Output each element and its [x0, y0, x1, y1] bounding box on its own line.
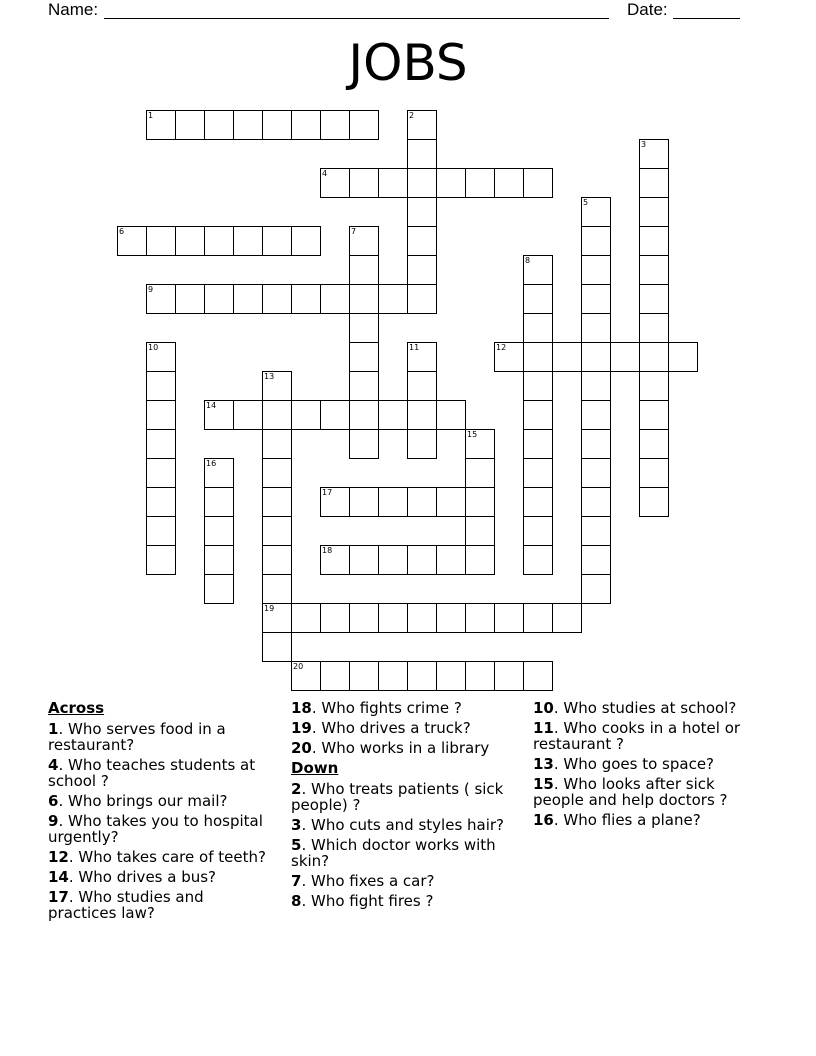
crossword-cell[interactable] — [639, 400, 669, 430]
clue-number-separator: . — [553, 699, 564, 717]
crossword-cell[interactable] — [523, 603, 553, 633]
crossword-cell[interactable] — [407, 139, 437, 169]
crossword-cell[interactable] — [146, 429, 176, 459]
clue-number-separator: . — [68, 848, 79, 866]
crossword-cell[interactable] — [552, 603, 582, 633]
cell-number: 15 — [467, 430, 478, 439]
crossword-cell[interactable] — [407, 284, 437, 314]
crossword-cell[interactable] — [407, 226, 437, 256]
crossword-cell[interactable] — [407, 110, 437, 140]
crossword-cell[interactable] — [320, 661, 350, 691]
crossword-cell[interactable] — [117, 226, 147, 256]
clue-number-separator: . — [553, 775, 564, 793]
crossword-cell[interactable] — [204, 574, 234, 604]
clue-number-separator: . — [553, 755, 564, 773]
clue-text: Who takes you to hospital urgently? — [48, 812, 263, 846]
crossword-cell[interactable] — [262, 545, 292, 575]
clue-item — [48, 869, 273, 885]
crossword-cell[interactable] — [349, 371, 379, 401]
crossword-cell[interactable] — [407, 661, 437, 691]
clue-number: 8 — [291, 892, 302, 910]
crossword-cell[interactable] — [175, 226, 205, 256]
cell-number: 3 — [641, 140, 647, 149]
clue-number-separator: . — [58, 792, 68, 810]
clue-number-separator: . — [301, 892, 311, 910]
crossword-cell[interactable] — [175, 284, 205, 314]
clue-number-separator: . — [301, 836, 311, 854]
clue-number-separator: . — [68, 888, 79, 906]
crossword-cell[interactable] — [378, 661, 408, 691]
cell-number: 14 — [206, 401, 217, 410]
crossword-cell[interactable] — [581, 313, 611, 343]
clue-item — [533, 756, 763, 772]
clue-item — [291, 893, 516, 909]
crossword-cell[interactable] — [378, 603, 408, 633]
crossword-cell[interactable] — [378, 400, 408, 430]
crossword-cell[interactable] — [436, 168, 466, 198]
crossword-cell[interactable] — [436, 545, 466, 575]
cell-number: 10 — [148, 343, 159, 352]
crossword-cell[interactable] — [639, 429, 669, 459]
crossword-cell[interactable] — [639, 168, 669, 198]
crossword-cell[interactable] — [320, 284, 350, 314]
crossword-cell[interactable] — [262, 371, 292, 401]
crossword-cell[interactable] — [349, 603, 379, 633]
clue-text: Who flies a plane? — [563, 811, 701, 829]
crossword-cell[interactable] — [349, 313, 379, 343]
crossword-cell[interactable] — [465, 429, 495, 459]
date-label: Date: — [627, 0, 668, 19]
cell-number: 17 — [322, 488, 333, 497]
clue-text: Which doctor works with skin? — [291, 836, 496, 870]
crossword-cell[interactable] — [639, 342, 669, 372]
crossword-cell[interactable] — [175, 110, 205, 140]
crossword-cell[interactable] — [465, 545, 495, 575]
crossword-cell[interactable] — [581, 226, 611, 256]
crossword-cell[interactable] — [407, 342, 437, 372]
name-label: Name: — [48, 0, 99, 19]
crossword-cell[interactable] — [204, 545, 234, 575]
crossword-cell[interactable] — [581, 342, 611, 372]
clue-number: 13 — [533, 755, 554, 773]
clue-number: 4 — [48, 756, 59, 774]
clue-text: Who works in a library — [321, 739, 490, 757]
crossword-cell[interactable] — [262, 458, 292, 488]
clue-number: 20 — [291, 739, 312, 757]
crossword-cell[interactable] — [146, 545, 176, 575]
crossword-cell[interactable] — [523, 371, 553, 401]
crossword-cell[interactable] — [233, 400, 263, 430]
clue-item — [48, 849, 273, 865]
crossword-cell[interactable] — [581, 487, 611, 517]
clue-number-separator: . — [301, 816, 311, 834]
clue-item — [48, 889, 273, 921]
clue-number-separator: . — [553, 719, 564, 737]
crossword-cell[interactable] — [349, 168, 379, 198]
cell-number: 5 — [583, 198, 589, 207]
crossword-cell[interactable] — [378, 168, 408, 198]
crossword-cell[interactable] — [262, 226, 292, 256]
crossword-cell[interactable] — [465, 168, 495, 198]
crossword-cell[interactable] — [291, 284, 321, 314]
crossword-cell[interactable] — [262, 284, 292, 314]
crossword-cell[interactable] — [407, 429, 437, 459]
crossword-cell[interactable] — [407, 400, 437, 430]
clue-number-separator: . — [58, 720, 68, 738]
crossword-cell[interactable] — [146, 400, 176, 430]
crossword-cell[interactable] — [639, 487, 669, 517]
crossword-cell[interactable] — [146, 487, 176, 517]
clue-item — [291, 781, 516, 813]
crossword-cell[interactable] — [494, 342, 524, 372]
crossword-cell[interactable] — [494, 661, 524, 691]
clue-number-separator: . — [301, 872, 311, 890]
crossword-cell[interactable] — [146, 458, 176, 488]
crossword-cell[interactable] — [581, 516, 611, 546]
crossword-cell[interactable] — [320, 545, 350, 575]
crossword-cell[interactable] — [233, 110, 263, 140]
crossword-cell[interactable] — [523, 400, 553, 430]
clue-number: 5 — [291, 836, 302, 854]
crossword-cell[interactable] — [407, 603, 437, 633]
crossword-cell[interactable] — [523, 255, 553, 285]
crossword-cell[interactable] — [610, 342, 640, 372]
crossword-cell[interactable] — [581, 545, 611, 575]
crossword-cell[interactable] — [407, 197, 437, 227]
crossword-cell[interactable] — [349, 400, 379, 430]
crossword-cell[interactable] — [349, 284, 379, 314]
clue-item — [533, 720, 763, 752]
crossword-cell[interactable] — [436, 400, 466, 430]
crossword-cell[interactable] — [204, 487, 234, 517]
crossword-cell[interactable] — [262, 574, 292, 604]
clue-item — [291, 700, 516, 716]
page-title: JOBS — [348, 34, 468, 92]
crossword-cell[interactable] — [262, 516, 292, 546]
crossword-cell[interactable] — [146, 371, 176, 401]
crossword-cell[interactable] — [378, 284, 408, 314]
crossword-cell[interactable] — [262, 400, 292, 430]
clue-item — [291, 720, 516, 736]
cell-number: 2 — [409, 111, 415, 120]
clues-column-2 — [291, 700, 516, 913]
crossword-cell[interactable] — [349, 226, 379, 256]
clue-text: Who serves food in a restaurant? — [48, 720, 226, 754]
crossword-cell[interactable] — [581, 574, 611, 604]
crossword-cell[interactable] — [407, 545, 437, 575]
crossword-cell[interactable] — [465, 661, 495, 691]
crossword-cell[interactable] — [320, 487, 350, 517]
cell-number: 11 — [409, 343, 420, 352]
crossword-cell[interactable] — [407, 255, 437, 285]
clue-text: Who fixes a car? — [310, 872, 435, 890]
cell-number: 16 — [206, 459, 217, 468]
clue-number: 1 — [48, 720, 59, 738]
crossword-cell[interactable] — [523, 284, 553, 314]
crossword-cell[interactable] — [639, 313, 669, 343]
crossword-cell[interactable] — [639, 226, 669, 256]
crossword-cell[interactable] — [407, 371, 437, 401]
clue-text: Who treats patients ( sick people) ? — [291, 780, 504, 814]
clue-number: 19 — [291, 719, 312, 737]
crossword-cell[interactable] — [407, 168, 437, 198]
cell-number: 4 — [322, 169, 328, 178]
crossword-cell[interactable] — [494, 603, 524, 633]
down-heading: Down — [291, 759, 339, 777]
cell-number: 6 — [119, 227, 125, 236]
crossword-cell[interactable] — [436, 487, 466, 517]
clue-text: Who teaches students at school ? — [48, 756, 256, 790]
crossword-cell[interactable] — [581, 429, 611, 459]
clue-item — [291, 740, 516, 756]
clue-text: Who fights crime ? — [321, 699, 462, 717]
crossword-cell[interactable] — [581, 400, 611, 430]
crossword-cell[interactable] — [233, 284, 263, 314]
clue-text: Who brings our mail? — [67, 792, 228, 810]
clue-text: Who drives a truck? — [321, 719, 471, 737]
crossword-cell[interactable] — [523, 429, 553, 459]
crossword-cell[interactable] — [639, 255, 669, 285]
clue-number-separator: . — [58, 812, 68, 830]
clue-number-separator: . — [311, 739, 322, 757]
clue-text: Who studies at school? — [563, 699, 737, 717]
crossword-cell[interactable] — [291, 603, 321, 633]
crossword-cell[interactable] — [349, 342, 379, 372]
clue-item — [291, 873, 516, 889]
crossword-cell[interactable] — [291, 400, 321, 430]
cell-number: 7 — [351, 227, 357, 236]
crossword-cell[interactable] — [639, 139, 669, 169]
crossword-cell[interactable] — [639, 284, 669, 314]
clue-text: Who cuts and styles hair? — [310, 816, 505, 834]
clue-item — [533, 812, 763, 828]
crossword-cell[interactable] — [523, 313, 553, 343]
crossword-cell[interactable] — [581, 197, 611, 227]
crossword-cell[interactable] — [320, 110, 350, 140]
clue-text: Who goes to space? — [563, 755, 715, 773]
crossword-cell[interactable] — [668, 342, 698, 372]
clue-text: Who takes care of teeth? — [78, 848, 266, 866]
crossword-cell[interactable] — [262, 632, 292, 662]
crossword-cell[interactable] — [146, 516, 176, 546]
crossword-cell[interactable] — [262, 487, 292, 517]
crossword-cell[interactable] — [581, 284, 611, 314]
crossword-cell[interactable] — [204, 516, 234, 546]
crossword-cell[interactable] — [581, 255, 611, 285]
crossword-cell[interactable] — [378, 487, 408, 517]
crossword-cell[interactable] — [465, 458, 495, 488]
cell-number: 20 — [293, 662, 304, 671]
crossword-cell[interactable] — [639, 371, 669, 401]
clue-text: Who studies and practices law? — [48, 888, 204, 922]
crossword-cell[interactable] — [204, 400, 234, 430]
cell-number: 19 — [264, 604, 275, 613]
clue-number: 9 — [48, 812, 59, 830]
clue-item — [291, 817, 516, 833]
crossword-cell[interactable] — [523, 516, 553, 546]
cell-number: 18 — [322, 546, 333, 555]
crossword-cell[interactable] — [552, 342, 582, 372]
clue-number: 7 — [291, 872, 302, 890]
crossword-cell[interactable] — [146, 226, 176, 256]
cell-number: 8 — [525, 256, 531, 265]
crossword-cell[interactable] — [146, 284, 176, 314]
clue-item — [48, 721, 273, 753]
clue-item — [48, 757, 273, 789]
crossword-cell[interactable] — [465, 603, 495, 633]
clue-item — [48, 813, 273, 845]
crossword-cell[interactable] — [349, 110, 379, 140]
cell-number: 1 — [148, 111, 154, 120]
crossword-cell[interactable] — [146, 110, 176, 140]
crossword-cell[interactable] — [523, 168, 553, 198]
crossword-cell[interactable] — [262, 429, 292, 459]
crossword-cell[interactable] — [639, 458, 669, 488]
clue-number-separator: . — [311, 699, 322, 717]
clue-number: 18 — [291, 699, 312, 717]
crossword-cell[interactable] — [204, 284, 234, 314]
crossword-cell[interactable] — [436, 603, 466, 633]
clue-text: Who cooks in a hotel or restaurant ? — [533, 719, 741, 753]
crossword-cell[interactable] — [523, 661, 553, 691]
crossword-cell[interactable] — [465, 516, 495, 546]
clue-number: 3 — [291, 816, 302, 834]
cell-number: 9 — [148, 285, 154, 294]
clue-number: 6 — [48, 792, 59, 810]
crossword-cell[interactable] — [262, 110, 292, 140]
crossword-cell[interactable] — [407, 487, 437, 517]
crossword-cell[interactable] — [494, 168, 524, 198]
crossword-cell[interactable] — [523, 545, 553, 575]
clue-text: Who drives a bus? — [78, 868, 217, 886]
clue-item — [533, 700, 763, 716]
crossword-cell[interactable] — [320, 400, 350, 430]
clue-number: 17 — [48, 888, 69, 906]
clue-number-separator: . — [553, 811, 564, 829]
clue-number-separator: . — [58, 756, 68, 774]
crossword-cell[interactable] — [291, 110, 321, 140]
crossword-cell[interactable] — [523, 342, 553, 372]
clues-column-3 — [533, 700, 763, 832]
crossword-cell[interactable] — [204, 458, 234, 488]
clue-item — [533, 776, 763, 808]
crossword-cell[interactable] — [204, 110, 234, 140]
cell-number: 13 — [264, 372, 275, 381]
crossword-cell[interactable] — [581, 458, 611, 488]
crossword-cell[interactable] — [639, 197, 669, 227]
clue-number: 15 — [533, 775, 554, 793]
clue-text: Who fight fires ? — [310, 892, 434, 910]
crossword-cell[interactable] — [581, 371, 611, 401]
crossword-cell[interactable] — [204, 226, 234, 256]
crossword-cell[interactable] — [465, 487, 495, 517]
clue-number: 10 — [533, 699, 554, 717]
clue-number: 14 — [48, 868, 69, 886]
crossword-cell[interactable] — [349, 487, 379, 517]
clue-item — [291, 837, 516, 869]
clue-number: 11 — [533, 719, 554, 737]
crossword-cell[interactable] — [523, 458, 553, 488]
clue-number: 12 — [48, 848, 69, 866]
clue-number-separator: . — [311, 719, 322, 737]
crossword-cell[interactable] — [349, 661, 379, 691]
crossword-cell[interactable] — [320, 603, 350, 633]
crossword-cell[interactable] — [523, 487, 553, 517]
crossword-cell[interactable] — [349, 255, 379, 285]
clue-text: Who looks after sick people and help doctors ? — [533, 775, 728, 809]
clue-item — [48, 793, 273, 809]
crossword-cell[interactable] — [233, 226, 263, 256]
crossword-cell[interactable] — [320, 168, 350, 198]
crossword-cell[interactable] — [349, 429, 379, 459]
crossword-cell[interactable] — [378, 545, 408, 575]
clues-column-1 — [48, 700, 273, 925]
crossword-cell[interactable] — [146, 342, 176, 372]
crossword-cell[interactable] — [291, 661, 321, 691]
cell-number: 12 — [496, 343, 507, 352]
clue-number-separator: . — [68, 868, 79, 886]
clue-number: 16 — [533, 811, 554, 829]
crossword-cell[interactable] — [291, 226, 321, 256]
across-heading: Across — [48, 699, 105, 717]
crossword-cell[interactable] — [436, 661, 466, 691]
clue-number: 2 — [291, 780, 302, 798]
clue-number-separator: . — [301, 780, 311, 798]
crossword-cell[interactable] — [262, 603, 292, 633]
crossword-cell[interactable] — [349, 545, 379, 575]
